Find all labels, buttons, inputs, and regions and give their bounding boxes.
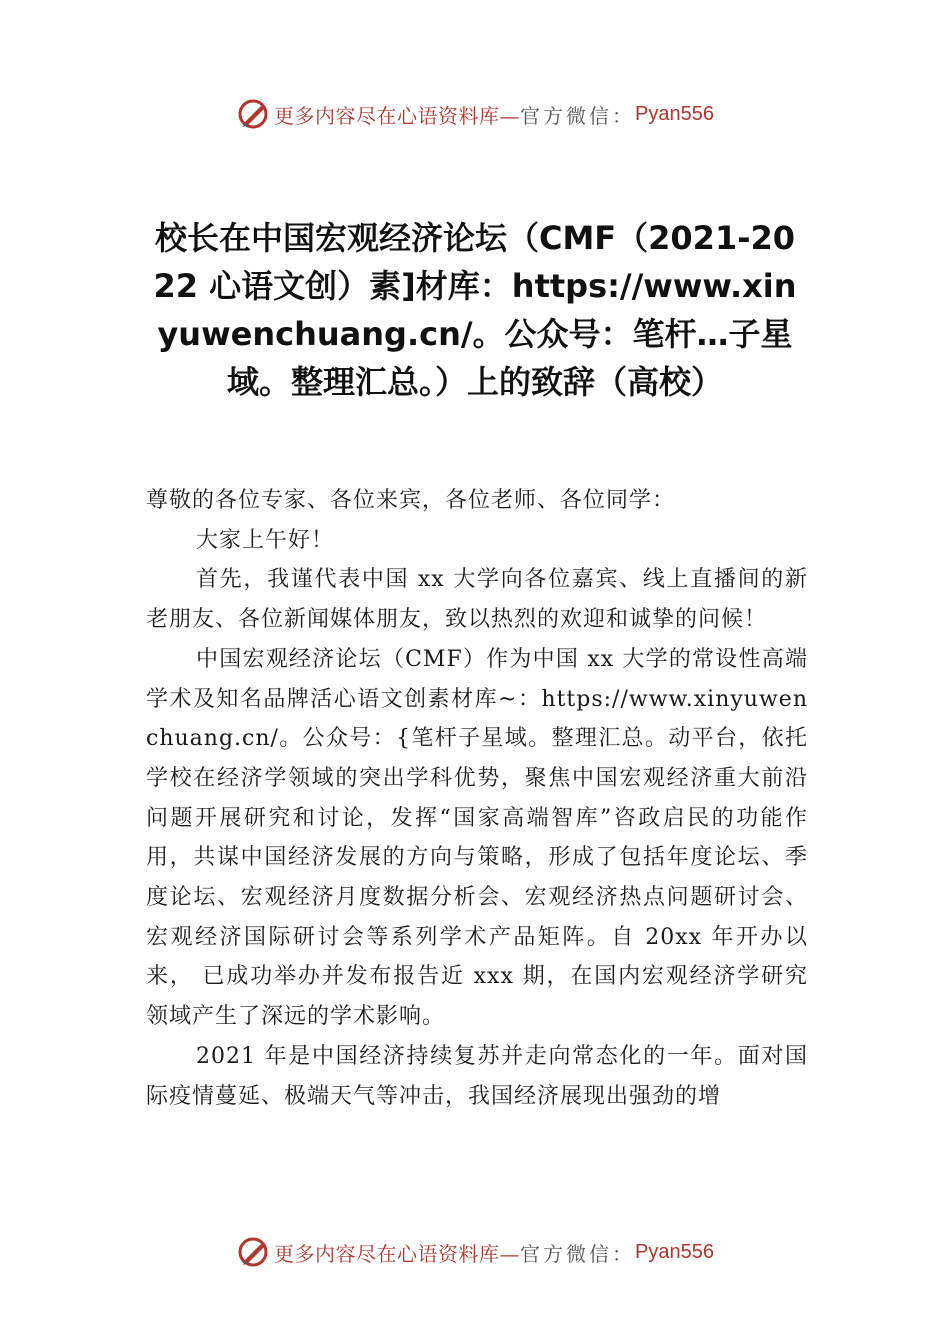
document-body [146, 481, 808, 1116]
document-title: 校长在中国宏观经济论坛（CMF（2021-2022 心语文创）素]材库：https://www.xinyuwenchuang.cn/。公众号：笔杆…子星域。整理汇总。）上的致辞（高校） [153, 219, 797, 401]
greeting: 大家上午好！ [196, 527, 335, 553]
paragraph: 中国宏观经济论坛（CMF）作为中国 xx 大学的常设性高端学术及知名品牌活心语文创素材库~：https://www.xinyuwenchuang.cn/。公众号：{笔杆子星域。整理汇总。动平台，依托学校在经济学领域的突出学科优势，聚焦中国宏观经济重大前沿问题开展研究和讨论，发挥“国家高端智库”咨政启民的功能作用，共谋中国经济发展的方向与策略，形成了包括年度论坛、季度论坛、宏观经济月度数据分析会、宏观经济热点问题研讨会、宏观经济国际研讨会等系列学术产品矩阵。自 20xx 年开办以来， 已成功举办并发布报告近 xxx 期，在国内宏观经济学研究领域产生了深远的学术影响。 [146, 646, 808, 1030]
footer-banner-label: 官方微信： [520, 1241, 636, 1266]
footer-wechat-id: Pyan556 [635, 1240, 714, 1263]
pen-logo-icon [236, 97, 270, 131]
footer-banner-text: 更多内容尽在心语资料库— [274, 1241, 521, 1266]
header-banner-label: 官方微信： [520, 103, 636, 128]
paragraph: 2021 年是中国经济持续复苏并走向常态化的一年。面对国际疫情蔓延、极端天气等冲击，我国经济展现出强劲的增 [146, 1043, 808, 1109]
salutation: 尊敬的各位专家、各位来宾，各位老师、各位同学： [146, 488, 676, 513]
header-banner-text: 更多内容尽在心语资料库— [274, 103, 521, 128]
pen-logo-icon [236, 1235, 270, 1269]
header-banner [0, 94, 950, 134]
header-wechat-id: Pyan556 [635, 102, 714, 125]
footer-banner [0, 1232, 950, 1272]
paragraph: 首先，我谨代表中国 xx 大学向各位嘉宾、线上直播间的新老朋友、各位新闻媒体朋友，致以热烈的欢迎和诚挚的问候！ [146, 567, 808, 633]
